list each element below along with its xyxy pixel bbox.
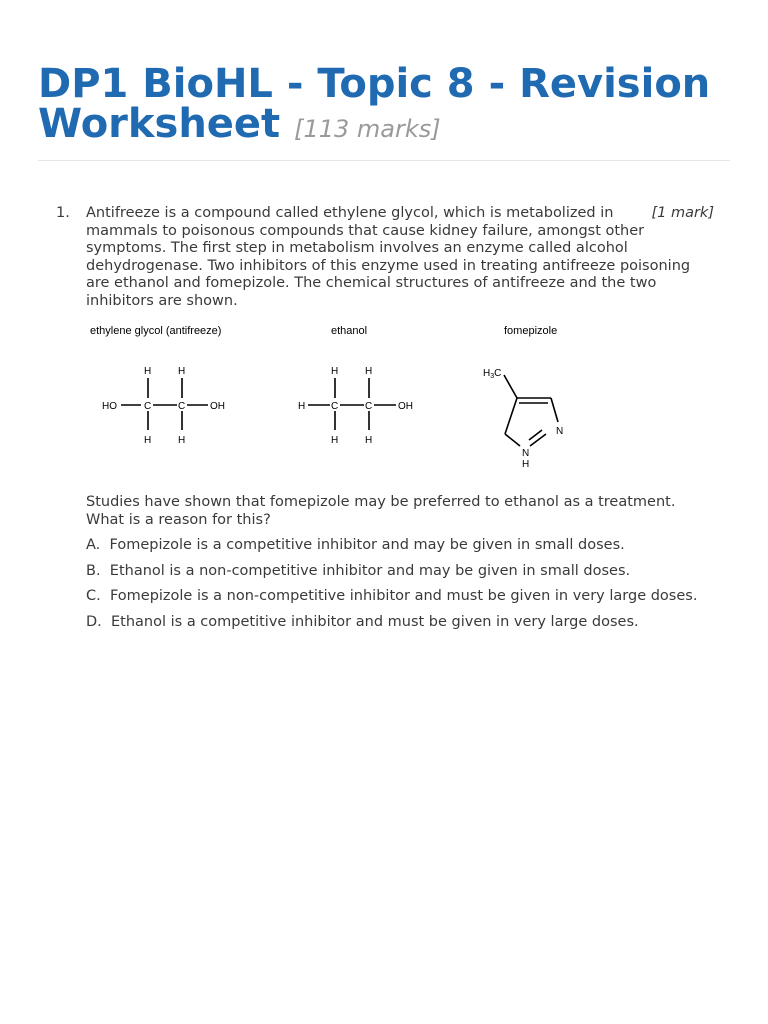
answer-options [86, 537, 714, 631]
atom-h: H [144, 366, 152, 377]
option-letter: D. [86, 613, 102, 630]
label-ethylene-glycol: ethylene glycol (antifreeze) [90, 325, 222, 337]
atom-oh: OH [398, 401, 413, 412]
structures-svg [86, 320, 714, 480]
atom-h: H [365, 366, 373, 377]
question-marks: [1 mark] [651, 205, 714, 221]
title-text: DP1 BioHL - Topic 8 - Revision Worksheet [38, 61, 711, 147]
option-text: Fomepizole is a non-competitive inhibitor and must be given in very large doses. [109, 588, 698, 604]
option-d[interactable] [86, 614, 714, 632]
atom-h: H [365, 435, 373, 446]
total-marks: [113 marks] [294, 115, 441, 143]
atom-n: N [556, 426, 564, 437]
question-text-block [86, 205, 714, 310]
page-title [38, 61, 738, 149]
bond [504, 375, 517, 398]
atom-h: H [298, 401, 306, 412]
ethylene-glycol-structure [102, 366, 225, 446]
question-number: 1. [56, 205, 70, 221]
option-letter: B. [86, 562, 101, 579]
atom-c: C [144, 401, 152, 412]
atom-ch3: $H_3C$ [483, 368, 502, 380]
label-ethanol: ethanol [331, 325, 368, 337]
header-divider [38, 160, 730, 161]
option-text: Fomepizole is a competitive inhibitor and may be given in small doses. [109, 537, 625, 553]
atom-c: C [331, 401, 339, 412]
question-stem: Studies have shown that fomepizole may be preferred to ethanol as a treatment. What is a reason for this? [86, 494, 676, 528]
option-letter: A. [86, 537, 101, 553]
option-text: Ethanol is a competitive inhibitor and must be given in very large doses. [111, 613, 639, 630]
atom-c: C [365, 401, 373, 412]
atom-h: H [331, 435, 339, 446]
atom-h: H [331, 366, 339, 377]
atom-n: N [522, 448, 530, 459]
option-letter: C. [86, 588, 101, 604]
bond [505, 434, 520, 446]
bond [551, 398, 558, 422]
atom-h: H [178, 366, 186, 377]
atom-h: H [522, 459, 530, 470]
atom-ho: HO [102, 401, 117, 412]
chemical-structures-figure [86, 320, 714, 480]
bond [505, 398, 517, 434]
option-text: Ethanol is a non-competitive inhibitor and may be given in small doses. [109, 562, 631, 579]
option-b[interactable] [86, 563, 714, 581]
question-text: Antifreeze is a compound called ethylene glycol, which is metabolized in mammals to poisonous compounds that cause kidney failure, amongst other symptoms. The first step in metabolism involves an enzyme called alcohol dehydrogenase. Two inhibitors of this enzyme used in treating antifreeze poisoning are ethanol and fomepizole. The chemical structures of antifreeze and the two inhibitors are shown. [86, 205, 691, 309]
question-body [86, 205, 714, 639]
atom-h: H [178, 435, 186, 446]
ethanol-structure [298, 366, 413, 446]
option-a[interactable] [86, 537, 714, 555]
atom-c: C [178, 401, 186, 412]
bond [530, 434, 546, 446]
option-c[interactable] [86, 588, 714, 606]
fomepizole-structure [483, 368, 563, 470]
label-fomepizole: fomepizole [504, 325, 558, 337]
atom-h: H [144, 435, 152, 446]
page-header [38, 61, 738, 149]
atom-oh: OH [210, 401, 225, 412]
